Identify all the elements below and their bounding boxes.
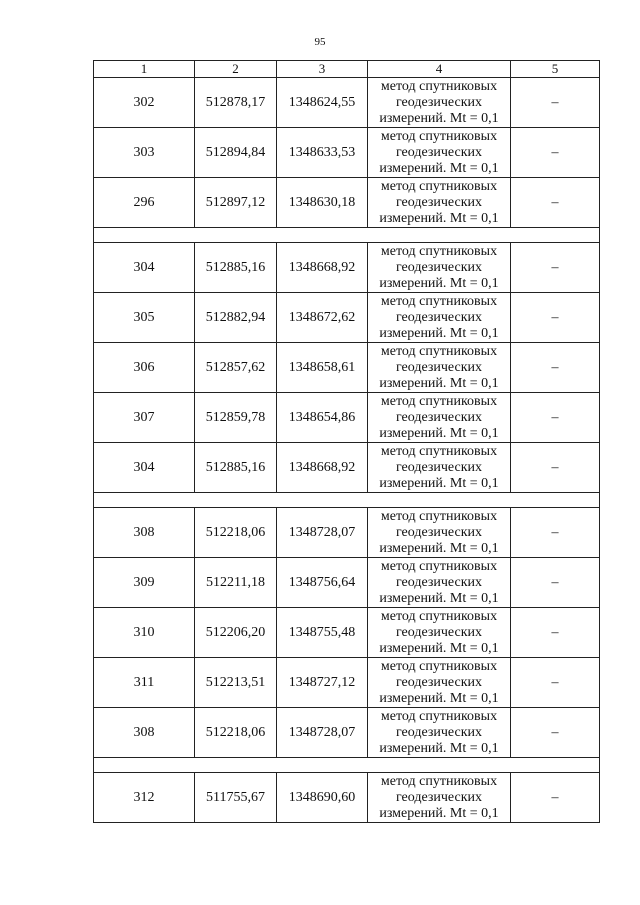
y-coordinate-cell: 1348728,07 bbox=[277, 708, 368, 758]
x-coordinate-cell: 512878,17 bbox=[195, 78, 277, 128]
point-number-cell: 312 bbox=[94, 773, 195, 823]
column-header: 3 bbox=[277, 61, 368, 78]
point-number-cell: 306 bbox=[94, 343, 195, 393]
separator-cell bbox=[94, 493, 600, 508]
table-row bbox=[94, 608, 600, 658]
table-row bbox=[94, 343, 600, 393]
separator-row bbox=[94, 493, 600, 508]
separator-cell bbox=[94, 228, 600, 243]
x-coordinate-cell: 512218,06 bbox=[195, 708, 277, 758]
column-header: 4 bbox=[368, 61, 511, 78]
x-coordinate-cell: 512857,62 bbox=[195, 343, 277, 393]
method-cell: метод спутниковых геодезических измерений. Mt = 0,1 bbox=[368, 773, 511, 823]
method-cell: метод спутниковых геодезических измерений. Mt = 0,1 bbox=[368, 508, 511, 558]
notes-cell: – bbox=[511, 243, 600, 293]
x-coordinate-cell: 512897,12 bbox=[195, 178, 277, 228]
notes-cell: – bbox=[511, 658, 600, 708]
method-cell: метод спутниковых геодезических измерений. Mt = 0,1 bbox=[368, 343, 511, 393]
y-coordinate-cell: 1348658,61 bbox=[277, 343, 368, 393]
method-cell: метод спутниковых геодезических измерений. Mt = 0,1 bbox=[368, 658, 511, 708]
method-cell: метод спутниковых геодезических измерений. Mt = 0,1 bbox=[368, 393, 511, 443]
point-number-cell: 311 bbox=[94, 658, 195, 708]
y-coordinate-cell: 1348672,62 bbox=[277, 293, 368, 343]
page-number: 95 bbox=[314, 36, 326, 48]
coordinates-table bbox=[93, 60, 600, 823]
x-coordinate-cell: 512885,16 bbox=[195, 443, 277, 493]
separator-cell bbox=[94, 758, 600, 773]
y-coordinate-cell: 1348756,64 bbox=[277, 558, 368, 608]
x-coordinate-cell: 512218,06 bbox=[195, 508, 277, 558]
y-coordinate-cell: 1348668,92 bbox=[277, 443, 368, 493]
point-number-cell: 304 bbox=[94, 443, 195, 493]
y-coordinate-cell: 1348668,92 bbox=[277, 243, 368, 293]
table-row bbox=[94, 78, 600, 128]
table-row bbox=[94, 658, 600, 708]
notes-cell: – bbox=[511, 708, 600, 758]
table-row bbox=[94, 708, 600, 758]
notes-cell: – bbox=[511, 178, 600, 228]
point-number-cell: 305 bbox=[94, 293, 195, 343]
notes-cell: – bbox=[511, 293, 600, 343]
x-coordinate-cell: 512213,51 bbox=[195, 658, 277, 708]
method-cell: метод спутниковых геодезических измерений. Mt = 0,1 bbox=[368, 128, 511, 178]
table-row bbox=[94, 243, 600, 293]
notes-cell: – bbox=[511, 128, 600, 178]
point-number-cell: 304 bbox=[94, 243, 195, 293]
y-coordinate-cell: 1348654,86 bbox=[277, 393, 368, 443]
table-row bbox=[94, 443, 600, 493]
separator-row bbox=[94, 228, 600, 243]
separator-row bbox=[94, 758, 600, 773]
y-coordinate-cell: 1348755,48 bbox=[277, 608, 368, 658]
x-coordinate-cell: 511755,67 bbox=[195, 773, 277, 823]
table-header-row bbox=[94, 61, 600, 78]
point-number-cell: 309 bbox=[94, 558, 195, 608]
y-coordinate-cell: 1348630,18 bbox=[277, 178, 368, 228]
notes-cell: – bbox=[511, 508, 600, 558]
y-coordinate-cell: 1348727,12 bbox=[277, 658, 368, 708]
table-row bbox=[94, 773, 600, 823]
notes-cell: – bbox=[511, 558, 600, 608]
notes-cell: – bbox=[511, 343, 600, 393]
column-header: 1 bbox=[94, 61, 195, 78]
method-cell: метод спутниковых геодезических измерений. Mt = 0,1 bbox=[368, 708, 511, 758]
y-coordinate-cell: 1348690,60 bbox=[277, 773, 368, 823]
y-coordinate-cell: 1348624,55 bbox=[277, 78, 368, 128]
method-cell: метод спутниковых геодезических измерений. Mt = 0,1 bbox=[368, 443, 511, 493]
x-coordinate-cell: 512894,84 bbox=[195, 128, 277, 178]
notes-cell: – bbox=[511, 78, 600, 128]
method-cell: метод спутниковых геодезических измерений. Mt = 0,1 bbox=[368, 608, 511, 658]
x-coordinate-cell: 512882,94 bbox=[195, 293, 277, 343]
table-row bbox=[94, 558, 600, 608]
table-row bbox=[94, 128, 600, 178]
point-number-cell: 307 bbox=[94, 393, 195, 443]
column-header: 5 bbox=[511, 61, 600, 78]
notes-cell: – bbox=[511, 443, 600, 493]
point-number-cell: 296 bbox=[94, 178, 195, 228]
table-row bbox=[94, 178, 600, 228]
point-number-cell: 310 bbox=[94, 608, 195, 658]
x-coordinate-cell: 512885,16 bbox=[195, 243, 277, 293]
method-cell: метод спутниковых геодезических измерений. Mt = 0,1 bbox=[368, 178, 511, 228]
notes-cell: – bbox=[511, 773, 600, 823]
point-number-cell: 308 bbox=[94, 508, 195, 558]
y-coordinate-cell: 1348633,53 bbox=[277, 128, 368, 178]
table-row bbox=[94, 393, 600, 443]
method-cell: метод спутниковых геодезических измерений. Mt = 0,1 bbox=[368, 293, 511, 343]
x-coordinate-cell: 512859,78 bbox=[195, 393, 277, 443]
point-number-cell: 303 bbox=[94, 128, 195, 178]
table-row bbox=[94, 508, 600, 558]
point-number-cell: 302 bbox=[94, 78, 195, 128]
notes-cell: – bbox=[511, 608, 600, 658]
x-coordinate-cell: 512211,18 bbox=[195, 558, 277, 608]
method-cell: метод спутниковых геодезических измерений. Mt = 0,1 bbox=[368, 78, 511, 128]
x-coordinate-cell: 512206,20 bbox=[195, 608, 277, 658]
table-row bbox=[94, 293, 600, 343]
y-coordinate-cell: 1348728,07 bbox=[277, 508, 368, 558]
notes-cell: – bbox=[511, 393, 600, 443]
column-header: 2 bbox=[195, 61, 277, 78]
method-cell: метод спутниковых геодезических измерений. Mt = 0,1 bbox=[368, 243, 511, 293]
point-number-cell: 308 bbox=[94, 708, 195, 758]
method-cell: метод спутниковых геодезических измерений. Mt = 0,1 bbox=[368, 558, 511, 608]
